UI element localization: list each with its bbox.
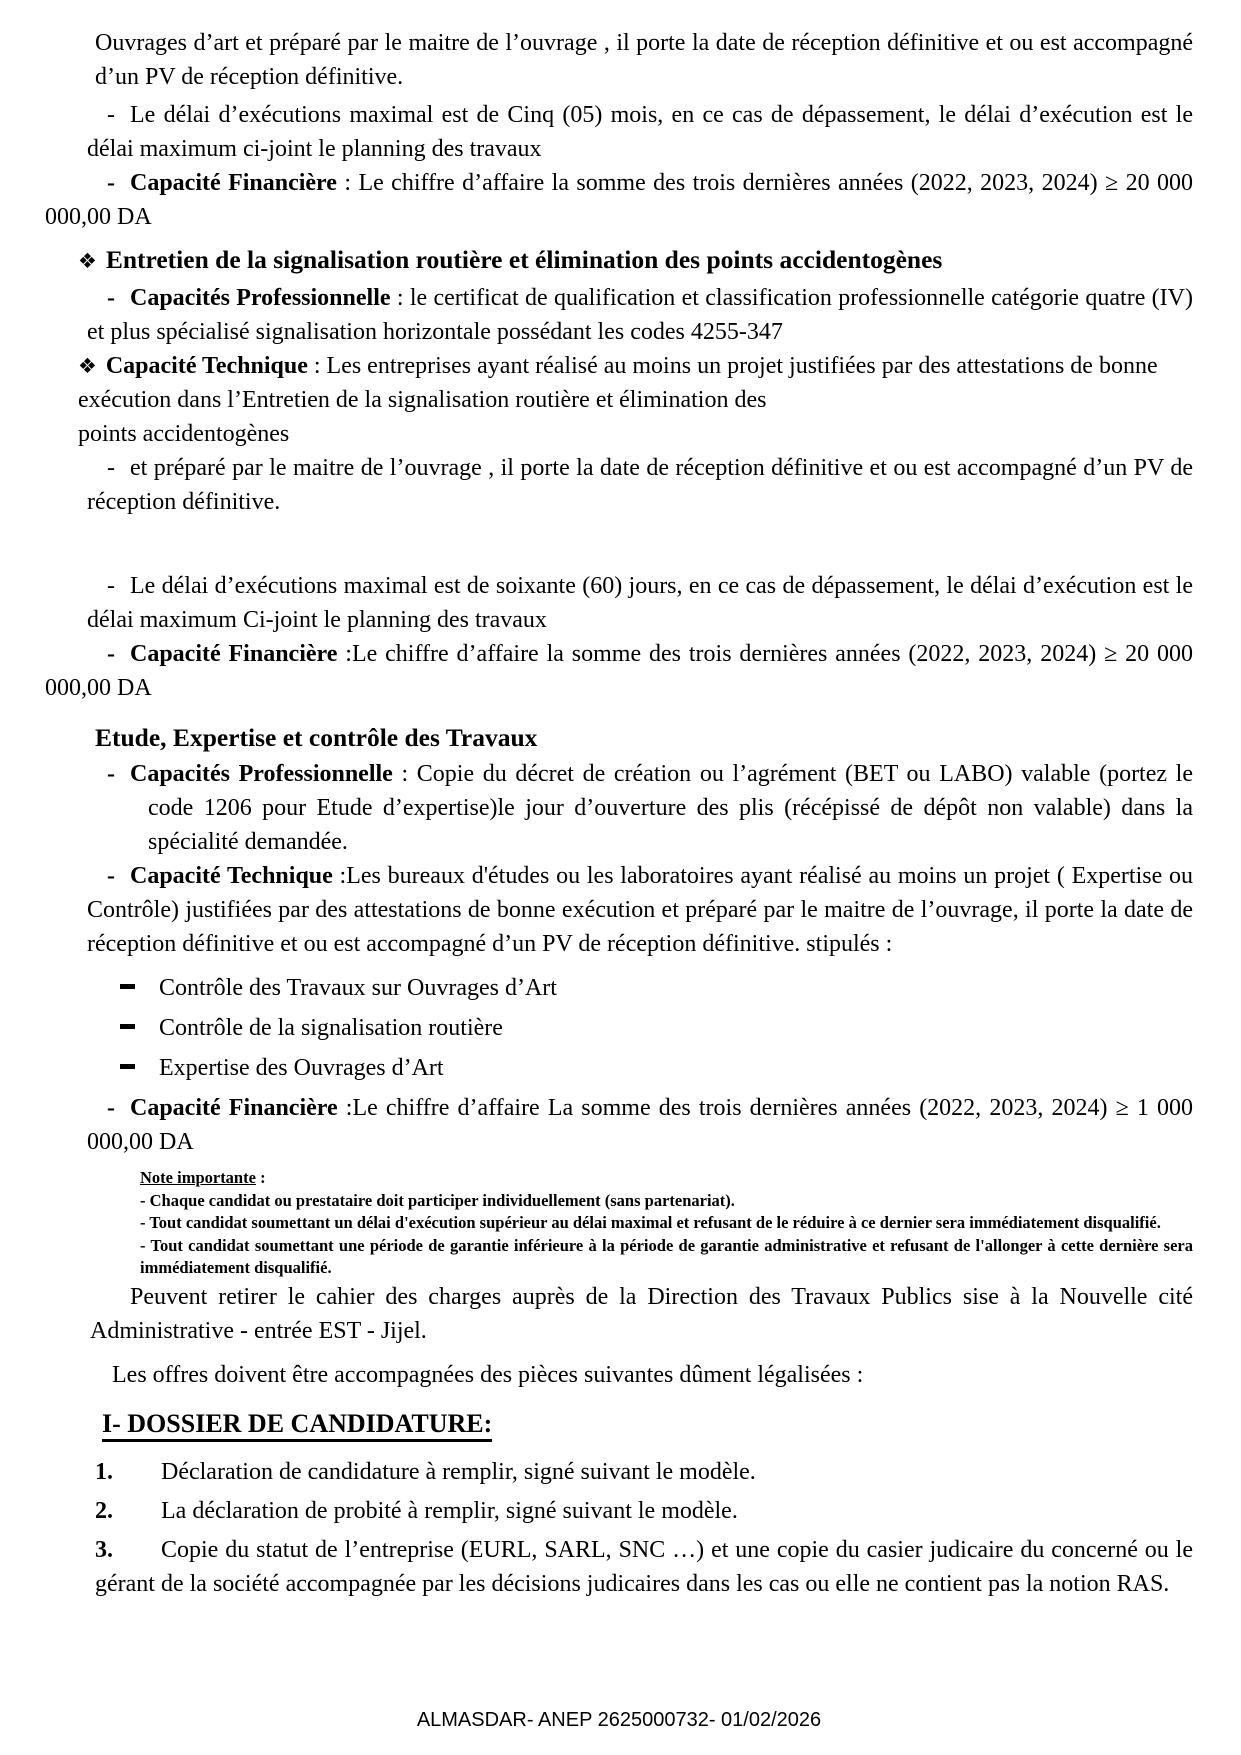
- note-title: Note importante: [140, 1168, 256, 1187]
- paragraph-text: : Les entreprises ayant réalisé au moins un projet justifiées par des attestations de bonne exécution dans l’Entretien de la signalisation routière et élimination des: [78, 353, 1158, 413]
- note-importante-block: [140, 1167, 1193, 1280]
- list-item-text: Contrôle de la signalisation routière: [159, 1015, 503, 1041]
- numbered-item-1: [95, 1455, 1193, 1489]
- paragraph-text: et préparé par le maitre de l’ouvrage , il porte la date de réception définitive et ou est accompagné d’un PV de réception définitive.: [87, 455, 1193, 515]
- list-item: [120, 1011, 1193, 1045]
- item-number: 2.: [95, 1497, 113, 1524]
- dash-marker: -: [107, 641, 115, 667]
- paragraph-text: :Les bureaux d'études ou les laboratoires ayant réalisé au moins un projet ( Expertise ou Contrôle) justifiées par des attestations de bonne exécution et préparé par le maitre de l’ouvrage, il porte la date de réception définitive et ou est accompagné d’un PV de réception définitive. stipulés :: [87, 863, 1193, 957]
- capacite-technique-label: Capacité Technique: [130, 863, 333, 889]
- paragraph-text-line2: points accidentogènes: [78, 421, 290, 447]
- paragraph-text: : Copie du décret de création ou l’agrément (BET ou LABO) valable (portez le code 1206 pour Etude d’expertise)le jour d’ouverture des plis (récépissé de dépôt non valable) dans la spécialité demandée.: [148, 761, 1193, 855]
- paragraph-capacite-financiere-2: [45, 637, 1193, 705]
- heading-etude-expertise: Etude, Expertise et contrôle des Travaux: [95, 723, 538, 752]
- note-title-colon: :: [255, 1168, 266, 1187]
- heading-text: Entretien de la signalisation routière et élimination des points accidentogènes: [105, 245, 943, 274]
- item-number: 3.: [95, 1536, 113, 1563]
- paragraph-retrait-cahier: Peuvent retirer le cahier des charges auprès de la Direction des Travaux Publics sise à la Nouvelle cité Administrative - entrée EST - Jijel.: [90, 1283, 1193, 1344]
- dash-marker: -: [107, 285, 115, 311]
- list-item: [120, 971, 1193, 1005]
- capacite-financiere-label: Capacité Financière: [130, 1095, 338, 1121]
- capacite-financiere-label: Capacité Financière: [130, 170, 337, 196]
- paragraph-capacite-financiere-3: [87, 1091, 1193, 1159]
- item-text: Déclaration de candidature à remplir, signé suivant le modèle.: [161, 1458, 756, 1485]
- note-line: - Tout candidat soumettant une période de garantie inférieure à la période de garantie administrative et refusant de l'allonger à cette dernière sera immédiatement disqualifié.: [140, 1235, 1193, 1277]
- note-line: - Tout candidat soumettant un délai d'exécution supérieur au délai maximal et refusant de le réduire à ce dernier sera immédiatement disqualifié.: [140, 1213, 1161, 1232]
- note-line: - Chaque candidat ou prestataire doit participer individuellement (sans partenariat).: [140, 1190, 735, 1210]
- list-item-text: Expertise des Ouvrages d’Art: [159, 1055, 444, 1081]
- paragraph-text: : Le chiffre d’affaire la somme des trois dernières années (2022, 2023, 2024) ≥ 20 000 000,00 DA: [45, 170, 1193, 230]
- paragraph-offres: Les offres doivent être accompagnées des pièces suivantes dûment légalisées :: [112, 1361, 864, 1388]
- list-item: [120, 1051, 1193, 1085]
- square-bullet-icon: [120, 984, 135, 989]
- dash-marker: -: [107, 573, 115, 599]
- paragraph-ouvrages: Ouvrages d’art et préparé par le maitre de l’ouvrage , il porte la date de réception définitive et ou est accompagné d’un PV de réception définitive.: [95, 30, 1193, 90]
- diamond-bullet-icon: ❖: [78, 354, 97, 378]
- paragraph-capacite-financiere-1: [45, 166, 1193, 234]
- paragraph-capacites-professionnelle-2: [107, 757, 1193, 859]
- list-item-text: Contrôle des Travaux sur Ouvrages d’Art: [159, 975, 557, 1001]
- dash-marker: -: [107, 170, 115, 196]
- dash-marker: -: [107, 761, 115, 787]
- paragraph-text: Le délai d’exécutions maximal est de soixante (60) jours, en ce cas de dépassement, le délai d’exécution est le délai maximum Ci-joint le planning des travaux: [87, 573, 1193, 633]
- blank-space: [45, 519, 1193, 569]
- capacite-technique-label: Capacité Technique: [105, 353, 308, 379]
- paragraph-text: Le délai d’exécutions maximal est de Cinq (05) mois, en ce cas de dépassement, le délai d’exécution est le délai maximum ci-joint le planning des travaux: [87, 102, 1193, 162]
- bullet-list-specialites: [120, 971, 1193, 1091]
- heading-entretien-signalisation: [78, 240, 1193, 281]
- paragraph-prepare-maitre: [87, 451, 1193, 519]
- numbered-item-2: [95, 1494, 1193, 1528]
- note-title-line: [140, 1167, 1193, 1190]
- paragraph-capacite-technique-1: [78, 349, 1193, 451]
- dash-marker: -: [107, 102, 115, 128]
- numbered-item-3: [95, 1533, 1193, 1601]
- heading-dossier-candidature: [102, 1406, 1193, 1442]
- dash-marker: -: [107, 1095, 115, 1121]
- paragraph-text: :Le chiffre d’affaire la somme des trois dernières années (2022, 2023, 2024) ≥ 20 000 000,00 DA: [45, 641, 1194, 701]
- paragraph-capacites-professionnelle-1: [87, 281, 1193, 349]
- heading-text: I- DOSSIER DE CANDIDATURE:: [102, 1409, 492, 1442]
- paragraph-delai-cinq: [87, 98, 1193, 166]
- capacites-professionnelle-label: Capacités Professionnelle: [130, 285, 391, 311]
- dash-marker: -: [107, 455, 115, 481]
- capacite-financiere-label: Capacité Financière: [130, 641, 338, 667]
- item-text: Copie du statut de l’entreprise (EURL, SARL, SNC …) et une copie du casier judicaire du concerné ou le gérant de la société accompagnée par les décisions judicaires dans les cas ou elle ne contient pas la notion RAS.: [95, 1536, 1193, 1597]
- square-bullet-icon: [120, 1024, 135, 1029]
- paragraph-text: :Le chiffre d’affaire La somme des trois dernières années (2022, 2023, 2024) ≥ 1 000 000,00 DA: [87, 1095, 1194, 1155]
- footer-anep-reference: ALMASDAR- ANEP 2625000732- 01/02/2026: [416, 1709, 822, 1731]
- item-number: 1.: [95, 1458, 113, 1485]
- square-bullet-icon: [120, 1064, 135, 1069]
- item-text: La déclaration de probité à remplir, signé suivant le modèle.: [161, 1497, 738, 1524]
- capacites-professionnelle-label: Capacités Professionnelle: [130, 761, 393, 787]
- paragraph-delai-soixante: [87, 569, 1193, 637]
- paragraph-capacite-technique-2: [87, 859, 1193, 961]
- dash-marker: -: [107, 863, 115, 889]
- diamond-bullet-icon: ❖: [78, 249, 97, 273]
- paragraph-text: : le certificat de qualification et classification professionnelle catégorie quatre (IV) et plus spécialisé signalisation horizontale possédant les codes 4255-347: [87, 285, 1193, 345]
